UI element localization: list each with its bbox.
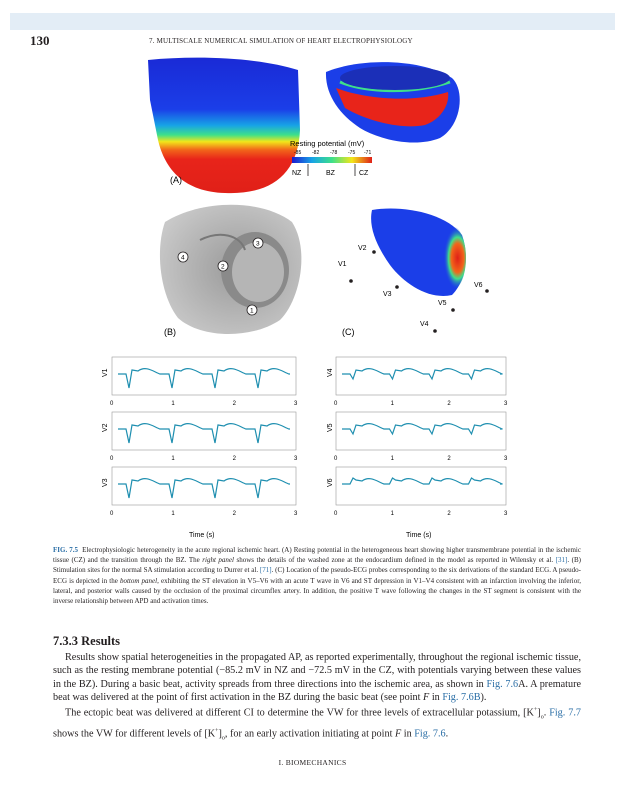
x-tick-label: 0 (334, 456, 338, 462)
svg-text:V4: V4 (420, 321, 429, 328)
ecg-lead-label: V4 (327, 368, 334, 377)
heart-stimulation-sites (160, 205, 301, 337)
panel-label-c: (C) (342, 327, 355, 337)
svg-text:V3: V3 (383, 291, 392, 298)
stim-site-2: 2 (221, 263, 225, 271)
stim-site-3: 3 (256, 240, 260, 248)
svg-text:-82: -82 (312, 150, 320, 156)
x-tick-label: 0 (110, 401, 114, 407)
x-axis-label: Time (s) (189, 532, 215, 539)
panel-label-a: (A) (170, 175, 182, 185)
svg-text:V5: V5 (438, 300, 447, 307)
svg-text:-75: -75 (348, 150, 356, 156)
stim-site-4: 4 (181, 254, 185, 262)
svg-text:-71: -71 (364, 150, 372, 156)
x-tick-label: 1 (390, 511, 395, 517)
caption-label: FIG. 7.5 (53, 546, 79, 554)
link-fig-7-6b[interactable]: Fig. 7.6B (442, 691, 481, 703)
x-tick-label: 1 (390, 401, 395, 407)
x-tick-label: 0 (110, 511, 114, 517)
svg-text:-85: -85 (294, 150, 302, 156)
x-tick-label: 1 (390, 456, 395, 462)
x-tick-label: 3 (294, 511, 298, 517)
page-number: 130 (30, 33, 50, 48)
ecg-lead-label: V5 (327, 423, 334, 432)
section-heading: 7.3.3 Results (53, 634, 121, 648)
ecg-panel-frame (112, 467, 296, 505)
heart-ecg-probes (338, 208, 489, 337)
ecg-panel-frame (112, 357, 296, 395)
ecg-trace (118, 424, 290, 443)
ecg-panel-frame (112, 412, 296, 450)
ecg-panel-frame (336, 357, 506, 395)
ecg-panel-frame (336, 412, 506, 450)
svg-text:V1: V1 (338, 261, 347, 268)
svg-text:V2: V2 (358, 245, 367, 252)
x-tick-label: 2 (447, 456, 451, 462)
ecg-trace (342, 369, 503, 379)
ecg-lead-label: V2 (102, 423, 109, 432)
x-tick-label: 2 (232, 456, 237, 462)
x-tick-label: 1 (171, 456, 175, 462)
paragraph-2: The ectopic beat was delivered at different CI to determine the VW for three levels of extracellular potassium, $[K^+]_o$. Fig. 7.7 shows the VW for different levels of $[K^+]_o$, for an early activation initiating at point F in Fig. 7.6. (53, 707, 581, 742)
zone-cz: CZ (359, 170, 369, 177)
svg-text:V6: V6 (474, 282, 483, 289)
panel-label-b: (B) (164, 327, 176, 337)
link-fig-7-7[interactable]: Fig. 7.7 (549, 707, 581, 719)
colorbar (290, 139, 372, 177)
heart-resting-potential-3d (148, 58, 300, 193)
ecg-trace (342, 424, 503, 434)
link-fig-7-6-b[interactable]: Fig. 7.6 (414, 728, 446, 740)
ecg-panel-frame (336, 467, 506, 505)
link-fig-7-6[interactable]: Fig. 7.6 (486, 678, 519, 690)
ecg-lead-label: V6 (327, 478, 334, 487)
colorbar-title: Resting potential (mV) (290, 139, 365, 148)
ecg-lead-label: V3 (102, 478, 109, 487)
x-tick-label: 0 (334, 511, 338, 517)
x-tick-label: 2 (232, 401, 237, 407)
ecg-trace (118, 479, 290, 498)
pseudo-ecg-traces (102, 357, 508, 539)
x-tick-label: 3 (294, 401, 298, 407)
x-tick-label: 0 (110, 456, 114, 462)
x-tick-label: 3 (504, 456, 508, 462)
washed-zone-detail (326, 62, 460, 142)
x-tick-label: 2 (447, 401, 451, 407)
x-axis-label: Time (s) (406, 532, 432, 539)
figure-caption: FIG. 7.5 Electrophysiologic heterogeneity in the acute regional ischemic heart. (A) Resting potential in the heterogeneous heart showing higher transmembrane potential in the ischemic tissue (CZ) and the transition through the BZ. The right panel shows the details of the washed zone at the endocardium defined in the model as reported in Wilensky et al. [31]. (B) Stimulation sites for the normal SA stimulation according to Durrer et al. [71]. (C) Location of the pseudo-ECG probes corresponding to the six derivations of the standard ECG. A pseudo-ECG is depicted in the bottom panel, exhibiting the ST elevation in V5–V6 with an acute T wave in V6 and ST depression in V1–V4 consistent with an infarction involving the inferior, lateral, and posterior walls caused by the occlusion of the proximal circumflex artery. In addition, the positive T wave following the changes in the ST segment is consistent with the inverse relationship between APD and activation times. (53, 546, 582, 606)
zone-nz: NZ (292, 170, 302, 177)
ecg-trace (118, 369, 290, 388)
footer: I. BIOMECHANICS (278, 758, 347, 767)
body-text (53, 651, 581, 746)
svg-text:-78: -78 (330, 150, 338, 156)
x-tick-label: 2 (232, 511, 237, 517)
zone-bz: BZ (326, 170, 335, 177)
running-title: 7. MULTISCALE NUMERICAL SIMULATION OF HEART ELECTROPHYSIOLOGY (149, 37, 413, 45)
reference-31[interactable]: [31] (555, 556, 568, 565)
x-tick-label: 3 (294, 456, 298, 462)
stim-site-1: 1 (250, 307, 254, 315)
x-tick-label: 3 (504, 401, 508, 407)
x-tick-label: 1 (171, 511, 175, 517)
x-tick-label: 2 (447, 511, 451, 517)
x-tick-label: 3 (504, 511, 508, 517)
reference-71[interactable]: [71] (259, 566, 272, 575)
x-tick-label: 0 (334, 401, 338, 407)
ecg-lead-label: V1 (102, 368, 109, 377)
paragraph-1: Results show spatial heterogeneities in the propagated AP, as reported experimentally, throughout the regional ischemic tissue, such as the resting membrane potential (−85.2 mV in NZ and −72.5 mV in the CZ, with potentials varying between these values in the BZ). During a basic beat, activity spreads from three directions into the ischemic area, as shown in Fig. 7.6A. A premature beat was delivered at the point of first activation in the BZ during the basic beat (see point F in Fig. 7.6B). (53, 652, 581, 703)
ecg-trace (342, 478, 503, 484)
x-tick-label: 1 (171, 401, 175, 407)
